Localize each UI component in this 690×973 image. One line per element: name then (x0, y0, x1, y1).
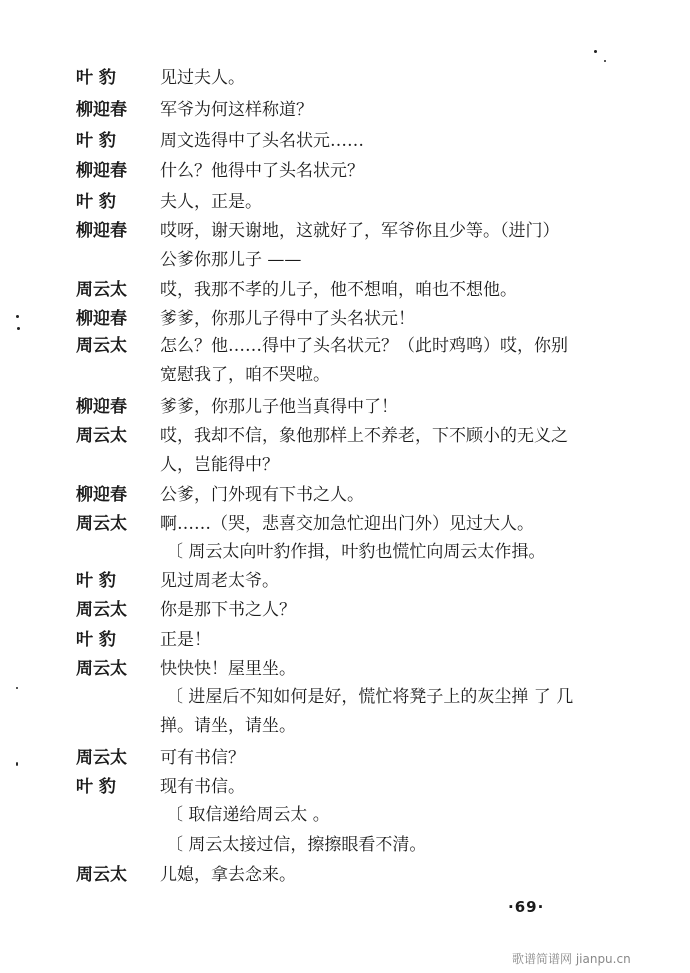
dialogue-text: 军爷为何这样称道？ (160, 99, 313, 120)
speaker-name: 叶 豹 (76, 629, 116, 650)
speaker-name: 叶 豹 (76, 130, 116, 151)
speaker-name: 周云太 (76, 747, 127, 768)
scan-speck (594, 50, 597, 53)
stage-direction-text: 掸。请坐，请坐。 (160, 715, 296, 736)
speaker-name: 柳迎春 (76, 220, 127, 241)
speaker-name: 周云太 (76, 864, 127, 885)
speaker-name: 周云太 (76, 513, 127, 534)
dialogue-text: 公爹，门外现有下书之人。 (160, 484, 364, 505)
dialogue-text: 哎呀，谢天谢地，这就好了，军爷你且少等。（进门） (160, 220, 560, 241)
dialogue-text: 爹爹，你那儿子他当真得中了！ (160, 396, 398, 417)
dialogue-text: 可有书信？ (160, 747, 245, 768)
scan-speck (16, 687, 18, 689)
scan-speck (16, 762, 18, 766)
dialogue-text: 儿媳，拿去念来。 (160, 864, 296, 885)
watermark: 歌谱简谱网 jianpu.cn (512, 952, 631, 966)
dialogue-text: 现有书信。 (160, 776, 245, 797)
dialogue-text: 宽慰我了，咱不哭啦。 (160, 364, 330, 385)
stage-direction-text: 〔 周云太接过信，擦擦眼看不清。 (166, 834, 427, 855)
dialogue-text: 怎么？他……得中了头名状元？（此时鸡鸣）哎，你别 (160, 335, 568, 356)
speaker-name: 叶 豹 (76, 67, 116, 88)
speaker-name: 周云太 (76, 279, 127, 300)
speaker-name: 叶 豹 (76, 570, 116, 591)
page-number: ·69· (508, 898, 545, 916)
dialogue-text: 你是那下书之人？ (160, 599, 296, 620)
speaker-name: 柳迎春 (76, 308, 127, 329)
dialogue-text: 爹爹，你那儿子得中了头名状元！ (160, 308, 415, 329)
dialogue-text: 人，岂能得中？ (160, 454, 279, 475)
speaker-name: 周云太 (76, 658, 127, 679)
stage-direction-text: 〔 周云太向叶豹作揖，叶豹也慌忙向周云太作揖。 (166, 541, 546, 562)
speaker-name: 叶 豹 (76, 191, 116, 212)
speaker-name: 周云太 (76, 425, 127, 446)
dialogue-text: 公爹你那儿子 —— (160, 249, 302, 270)
dialogue-text: 什么？他得中了头名状元？ (160, 160, 364, 181)
speaker-name: 柳迎春 (76, 396, 127, 417)
scan-speck (604, 60, 606, 62)
dialogue-text: 见过周老太爷。 (160, 570, 279, 591)
dialogue-text: 哎，我却不信，象他那样上不养老，下不顾小的无义之 (160, 425, 568, 446)
speaker-name: 柳迎春 (76, 99, 127, 120)
speaker-name: 叶 豹 (76, 776, 116, 797)
dialogue-text: 周文选得中了头名状元…… (160, 130, 364, 151)
stage-direction-text: 〔 取信递给周云太 。 (166, 804, 330, 825)
speaker-name: 柳迎春 (76, 160, 127, 181)
speaker-name: 周云太 (76, 335, 127, 356)
speaker-name: 周云太 (76, 599, 127, 620)
scan-speck (17, 327, 20, 330)
dialogue-text: 哎，我那不孝的儿子，他不想咱，咱也不想他。 (160, 279, 517, 300)
speaker-name: 柳迎春 (76, 484, 127, 505)
dialogue-text: 夫人，正是。 (160, 191, 262, 212)
dialogue-text: 见过夫人。 (160, 67, 245, 88)
dialogue-text: 正是！ (160, 629, 211, 650)
scan-speck (16, 315, 19, 318)
stage-direction-text: 〔 进屋后不知如何是好，慌忙将凳子上的灰尘掸 了 几 (166, 686, 574, 707)
dialogue-text: 快快快！屋里坐。 (160, 658, 296, 679)
dialogue-text: 啊……（哭，悲喜交加急忙迎出门外）见过大人。 (160, 513, 534, 534)
